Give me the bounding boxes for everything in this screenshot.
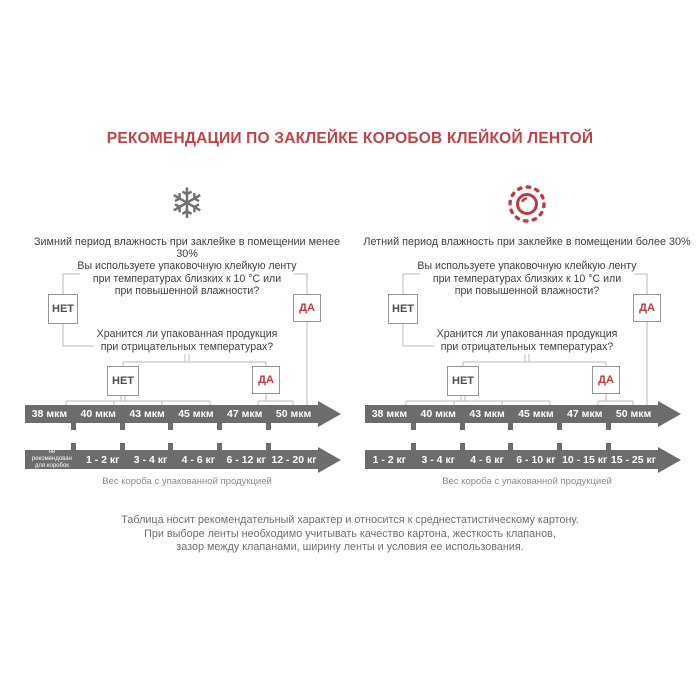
question-1: Вы используете упаковочную клейкую ленту при температурах близких к 10 °С или при повышенной влажности? [417, 260, 637, 297]
weight-segment: 3 - 4 кг [421, 453, 456, 466]
weight-segment: не рекомендован для коробок [31, 448, 72, 470]
arrow-head [318, 447, 341, 473]
thickness-segment: 40 мкм [80, 408, 116, 420]
thickness-segment: 40 мкм [420, 408, 456, 420]
snowflake-icon: ❄ [169, 180, 205, 227]
arrow-head [658, 401, 681, 427]
weight-segment: 15 - 25 кг [610, 453, 657, 466]
sun-icon [505, 182, 549, 226]
arrow-head [318, 401, 341, 427]
weight-segment: 12 - 20 кг [271, 453, 317, 466]
thickness-segment: 43 мкм [129, 408, 165, 420]
weight-segment: 1 - 2 кг [372, 453, 407, 466]
summer-chart [362, 180, 692, 500]
thickness-segment: 43 мкм [469, 408, 505, 420]
thickness-segment: 47 мкм [567, 408, 603, 420]
weight-segment: 1 - 2 кг [85, 453, 120, 466]
thickness-segment: 45 мкм [518, 408, 554, 420]
scale-body [365, 450, 658, 469]
question-2: Хранится ли упакованная продукция при отрицательных температурах? [96, 328, 278, 353]
answer-no-box: НЕТ [447, 366, 479, 396]
answer-yes-box: ДА [592, 366, 620, 394]
box-weight-scale [22, 450, 352, 469]
answer-no-box: НЕТ [107, 366, 139, 396]
thickness-segment: 50 мкм [615, 408, 652, 420]
weight-caption: Вес короба с упакованной продукцией [442, 476, 612, 487]
thickness-segment: 38 мкм [371, 408, 408, 420]
scale-body [25, 450, 318, 469]
winter-flowchart [22, 260, 352, 408]
arrow-head [658, 447, 681, 473]
weight-caption: Вес короба с упакованной продукцией [102, 476, 272, 487]
answer-no-box: НЕТ [388, 294, 418, 324]
answer-yes-box: ДА [293, 294, 321, 322]
answer-yes-box: ДА [252, 366, 280, 394]
thickness-segment: 47 мкм [227, 408, 263, 420]
weight-segment: 4 - 6 кг [470, 453, 504, 466]
box-weight-scale [362, 450, 692, 469]
weight-segment: 6 - 12 кг [226, 453, 266, 466]
thickness-segment: 38 мкм [31, 408, 68, 420]
thickness-segment: 50 мкм [275, 408, 312, 420]
winter-chart [22, 180, 352, 500]
page-title: РЕКОМЕНДАЦИИ ПО ЗАКЛЕЙКЕ КОРОБОВ КЛЕЙКОЙ ЛЕНТОЙ [106, 130, 594, 147]
summer-flowchart [362, 260, 692, 408]
tape-thickness-scale [362, 405, 692, 423]
scale-body [365, 405, 658, 423]
question-1: Вы используете упаковочную клейкую ленту при температурах близких к 10 °С или при повышенной влажности? [77, 260, 297, 297]
answer-no-box: НЕТ [48, 294, 78, 324]
winter-subtitle: Зимний период влажность при заклейке в помещении менее 30% [34, 236, 340, 260]
weight-segment: 3 - 4 кг [133, 453, 168, 466]
weight-segment: 4 - 6 кг [181, 453, 216, 466]
winter-icon-slot [22, 180, 352, 228]
question-2: Хранится ли упакованная продукция при отрицательных температурах? [436, 328, 618, 353]
summer-subtitle: Летний период влажность при заклейке в помещении более 30% [363, 236, 691, 248]
summer-icon-slot [362, 180, 692, 228]
disclaimer: Таблица носит рекомендательный характер и относится к среднестатистическому картону. При выборе ленты необходимо учитывать качество картона, жесткость клапанов, зазор между клапанами, ширину ленты и условия ее использования. [121, 514, 579, 553]
scale-body [25, 405, 318, 423]
answer-yes-box: ДА [633, 294, 661, 322]
tape-thickness-scale [22, 405, 352, 423]
thickness-segment: 45 мкм [178, 408, 214, 420]
weight-segment: 10 - 15 кг [562, 453, 608, 466]
weight-segment: 6 - 10 кг [516, 453, 556, 466]
